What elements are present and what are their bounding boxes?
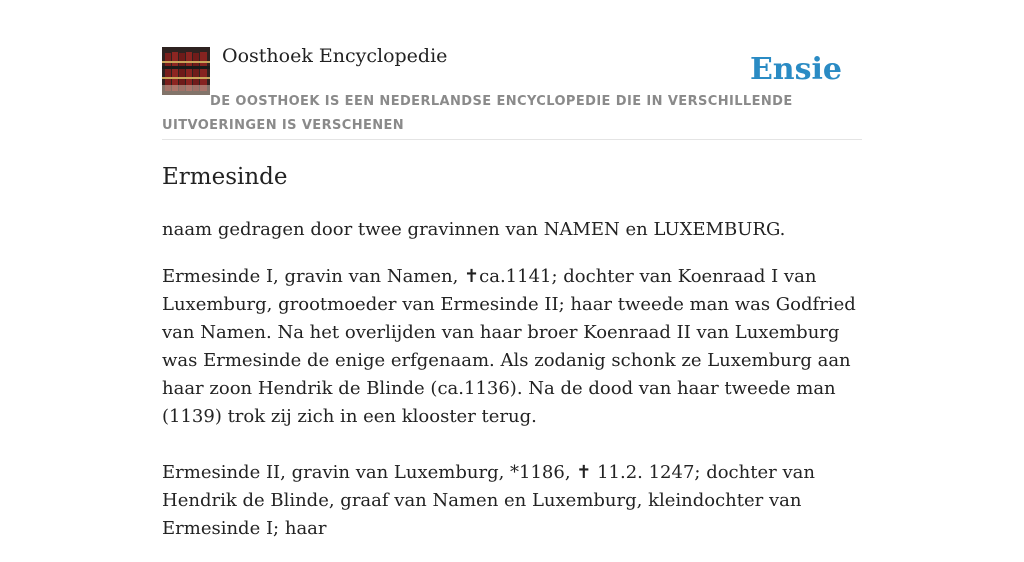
article-paragraph: Ermesinde II, gravin van Luxemburg, *1186, ✝ 11.2. 1247; dochter van Hendrik de Blinde, graaf van Namen en Luxemburg, kleindochter van Ermesinde I; haar [162,462,815,539]
site-tagline: DE OOSTHOEK IS EEN NEDERLANDSE ENCYCLOPEDIE DIE IN VERSCHILLENDE UITVOERINGEN IS VERSCHENEN [162,94,793,133]
encyclopedia-books-icon[interactable] [162,47,210,95]
site-title[interactable]: Oosthoek Encyclopedie [222,45,448,67]
page [162,0,862,539]
site-header [162,0,862,140]
article-body [162,216,862,562]
article-paragraph: Ermesinde I, gravin van Namen, ✝ca.1141; dochter van Koenraad I van Luxemburg, grootmoeder van Ermesinde II; haar tweede man was Godfried van Namen. Na het overlijden van haar broer Koenraad II van Luxemburg was Ermesinde de enige erfgenaam. Als zodanig schonk ze Luxemburg aan haar zoon Hendrik de Blinde (ca.1136). Na de dood van haar tweede man (1139) trok zij zich in een klooster terug. [162,266,856,427]
article-title: Ermesinde [162,164,288,190]
article-intro: naam gedragen door twee gravinnen van NAMEN en LUXEMBURG. [162,219,786,240]
brand-logo-link[interactable]: Ensie [749,52,842,87]
